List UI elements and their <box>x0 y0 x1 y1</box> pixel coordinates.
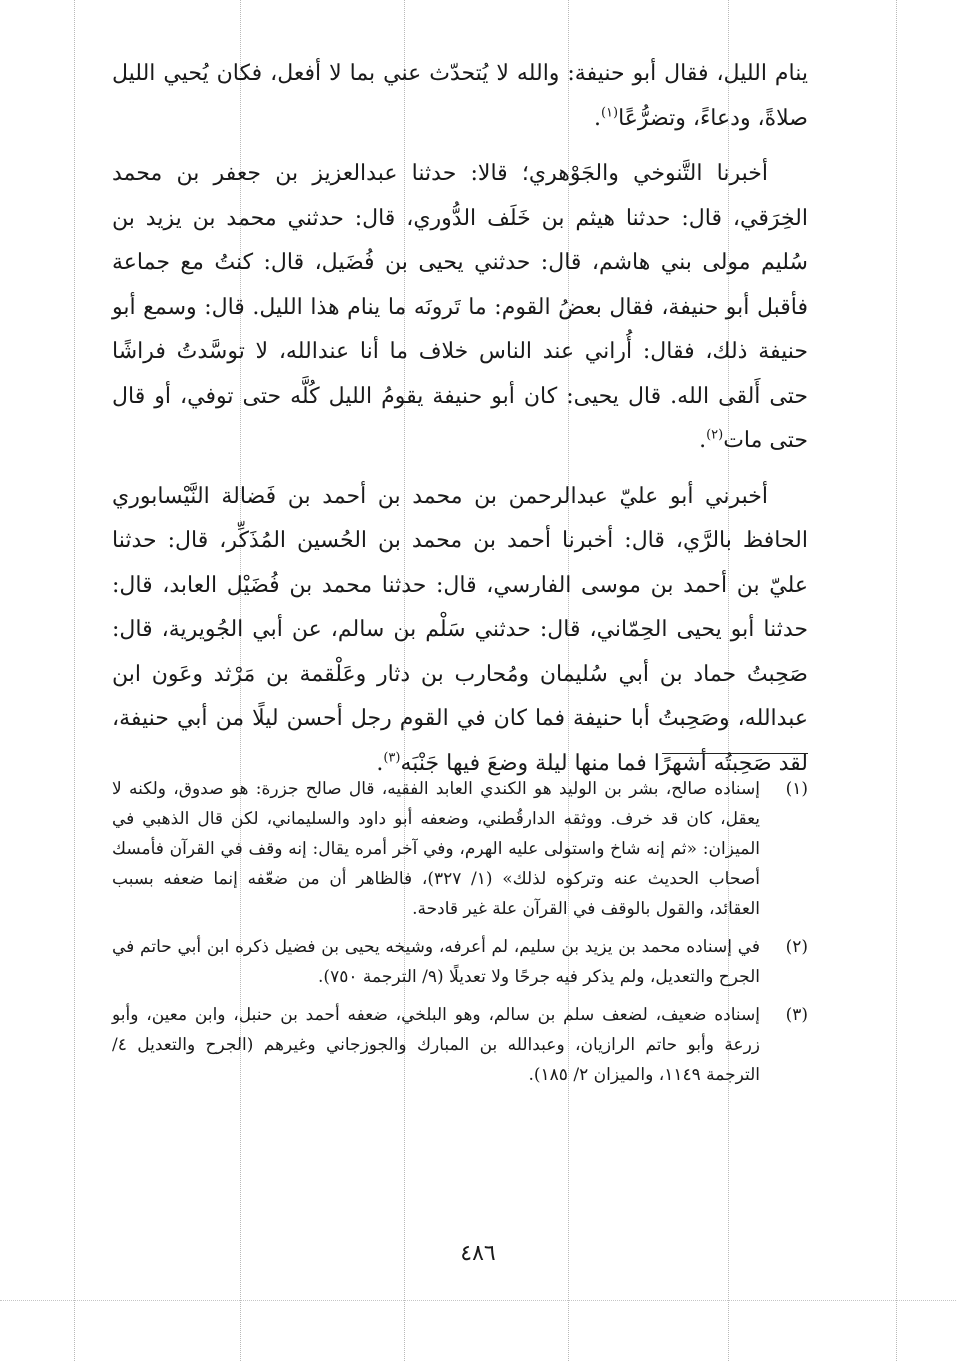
footnote-text: إسناده صالح، بشر بن الوليد هو الكندي العابد الفقيه، قال صالح جزرة: هو صدوق، ولكنه لا يعقل، كان قد خرف. ووثقه الدارقُطني، وضعفه أبو داود والسليماني، لكن قال الذهبي في الميزان: «ثم إنه شاخ واستولى عليه الهرم، وفي آخر أمره يقال: إنه وقف في القرآن فأمسك أصحاب الحديث عنه وتركوه لذلك» (١/ ٣٢٧)، فالظاهر أن من ضعّفه إنما ضعفه بسبب العقائد، والقول بالوقف في القرآن علة غير قادحة. <box>112 779 761 919</box>
footnote-number: (٢) <box>785 937 808 957</box>
grid-line <box>74 0 75 1361</box>
grid-line <box>896 0 897 1361</box>
paragraph-3 <box>112 475 808 787</box>
footnote-1 <box>112 774 808 924</box>
footnote-number: (١) <box>785 779 808 799</box>
paragraph-3-text: أخبرني أبو عليّ عبدالرحمن بن محمد بن أحمد بن فَضالة النَّيْسابوري الحافظ بالرَّي، قال: أخبرنا أحمد بن محمد بن الحُسين المُذَكِّر، قال: حدثنا عليّ بن أحمد بن موسى الفارسي، قال: حدثنا محمد بن فُضَيْل العابد، قال: حدثنا أبو يحيى الحِمّاني، قال: حدثني سَلْم بن سالم، عن أبي الجُويرية، قال: صَحِبتُ حماد بن أبي سُليمان ومُحارب بن دثار وعَلْقمة بن مَرْثد وعَون ابن عبدالله، وصَحِبتُ أبا حنيفة فما كان في القوم رجل أحسن ليلًا من أبي حنيفة، لقد صَحِبتُه أشهرًا فما منها ليلة وضعَ فيها جَنْبَه <box>112 483 808 776</box>
footnote-text: إسناده ضعيف، لضعف سلم بن سالم، وهو البلخي، ضعفه أحمد بن حنبل، وابن معين، وأبو زرعة وأبو حاتم الرازيان، وعبدالله بن المبارك والجوزجاني وغيرهم (الجرح والتعديل ٤/ الترجمة ١١٤٩، والميزان ٢/ ١٨٥). <box>112 1005 760 1085</box>
paragraph-2-text: أخبرنا التَّنوخي والجَوْهري؛ قالا: حدثنا عبدالعزيز بن جعفر بن محمد الخِرَقي، قال: حدثنا هيثم بن خَلَف الدُّوري، قال: حدثني محمد بن يزيد بن سُليم مولى بني هاشم، قال: حدثني يحيى بن فُضَيل، قال: كنتُ مع جماعة فأقبل أبو حنيفة، فقال بعضُ القوم: ما تَرونَه ما ينام هذا الليل. قال: وسمع أبو حنيفة ذلك، فقال: أُراني عند الناس خلاف ما أنا عندالله، لا توسَّدتُ فراشًا حتى أَلقى الله. قال يحيى: كان أبو حنيفة يقومُ الليل كُلَّه حتى توفي، أو قال حتى مات <box>112 161 808 453</box>
paragraph-1-end: . <box>593 105 601 131</box>
paragraph-2-end: . <box>699 428 707 453</box>
footnote-ref-3: (٣) <box>383 750 401 766</box>
footnote-text: في إسناده محمد بن يزيد بن سليم، لم أعرفه، وشيخه يحيى بن فضيل ذكره ابن أبي حاتم في الجرح والتعديل، ولم يذكر فيه جرحًا ولا تعديلًا (٩/ الترجمة ٧٥٠). <box>112 937 760 987</box>
footnote-3 <box>112 1000 808 1090</box>
footnotes <box>112 774 808 1098</box>
footnote-number: (٣) <box>785 1005 808 1025</box>
footnote-ref-2: (٢) <box>706 427 724 443</box>
paragraph-1-text: ينام الليل، فقال أبو حنيفة: والله لا يُتحدّث عني بما لا أفعل، فكان يُحيي الليل صلاةً، ودعاءً، وتضرُّعًا <box>112 61 808 131</box>
footnote-separator <box>662 753 808 754</box>
paragraph-1 <box>112 52 808 141</box>
footnote-2 <box>112 932 808 992</box>
paragraph-3-end: . <box>376 750 384 776</box>
footnote-ref-1: (١) <box>600 105 619 121</box>
main-text <box>112 52 808 786</box>
paragraph-2 <box>112 152 808 464</box>
page-number: ٤٨٦ <box>460 1241 496 1266</box>
grid-line <box>0 1300 956 1301</box>
